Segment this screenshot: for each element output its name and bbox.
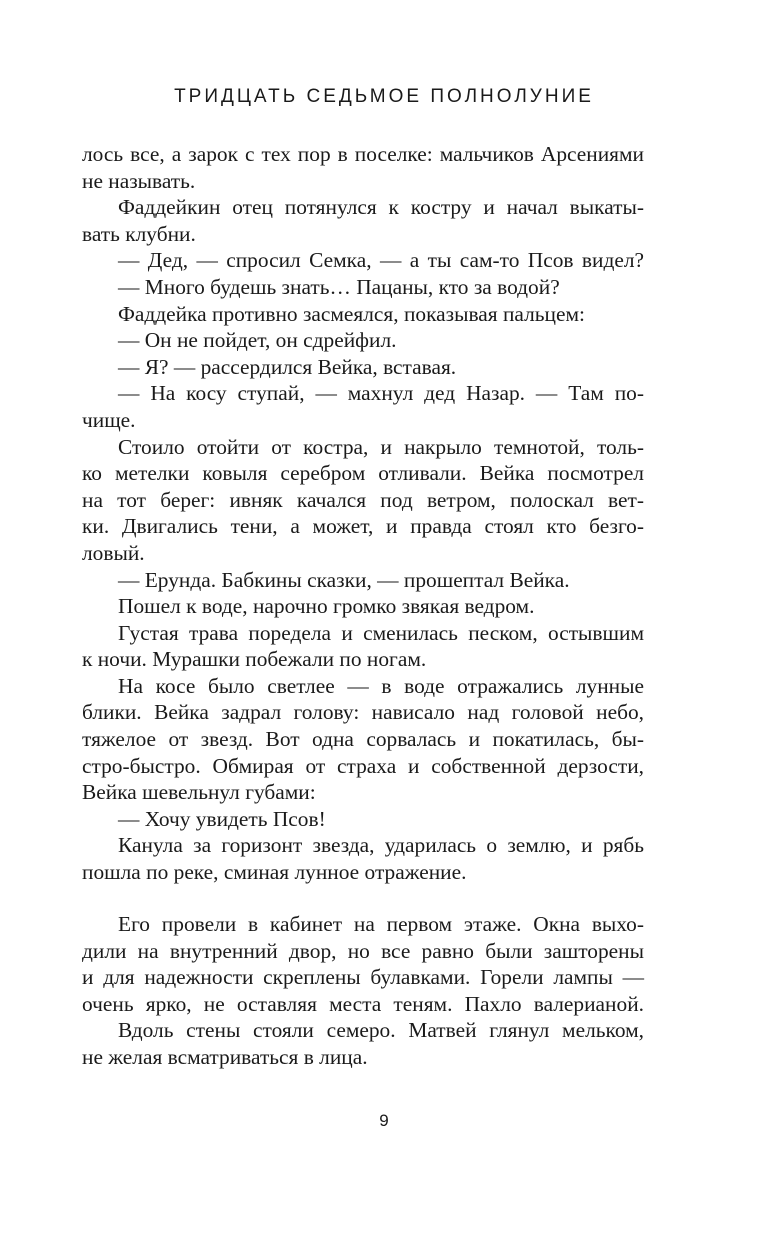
text-line: блики. Вейка задрал голову: нависало над головой небо,	[82, 700, 644, 725]
text-line: чище.	[82, 407, 136, 432]
text-line: — На косу ступай, — махнул дед Назар. — Там по-	[118, 381, 644, 406]
text-line: на тот берег: ивняк качался под ветром, полоскал вет-	[82, 487, 644, 512]
text-line: — Много будешь знать… Пацаны, кто за водой?	[118, 274, 560, 299]
text-line: лось все, а зарок с тех пор в поселке: мальчиков Арсениями	[82, 142, 644, 166]
text-line: — Я? — рассердился Вейка, вставая.	[118, 354, 457, 379]
text-line: Фаддейка противно засмеялся, показывая пальцем:	[118, 301, 585, 326]
text-line: не называть.	[82, 168, 196, 193]
text-line: Густая трава поредела и сменилась песком, остывшим	[118, 620, 644, 645]
text-line: стро-быстро. Обмирая от страха и собственной дерзости,	[82, 753, 644, 778]
text-block-campfire	[82, 141, 644, 886]
text-line: очень ярко, не оставляя места теням. Пахло валерианой.	[82, 991, 644, 1016]
text-block-cabinet	[82, 911, 644, 1071]
text-line: — Ерунда. Бабкины сказки, — прошептал Вейка.	[118, 567, 570, 592]
text-line: Вейка шевельнул губами:	[82, 780, 316, 805]
text-line: к ночи. Мурашки побежали по ногам.	[82, 647, 427, 672]
text-line: тяжелое от звезд. Вот одна сорвалась и покатилась, бы-	[82, 727, 644, 752]
text-line: ки. Двигались тени, а может, и правда стоял кто безго-	[82, 514, 644, 539]
text-line: пошла по реке, сминая лунное отражение.	[82, 860, 467, 885]
text-line: — Он не пойдет, он сдрейфил.	[118, 328, 397, 353]
page-number: 9	[379, 1111, 389, 1130]
text-line: Пошел к воде, нарочно громко звякая ведром.	[118, 594, 535, 619]
text-line: На косе было светлее — в воде отражались лунные	[118, 673, 644, 698]
text-line: Канула за горизонт звезда, ударилась о землю, и рябь	[118, 833, 644, 858]
text-line: не желая всматриваться в лица.	[82, 1044, 368, 1069]
text-line: — Дед, — спросил Семка, — а ты сам-то Псов видел?	[118, 248, 644, 273]
text-line: Вдоль стены стояли семеро. Матвей глянул мельком,	[118, 1018, 644, 1043]
text-line: ловый.	[82, 540, 145, 565]
text-line: — Хочу увидеть Псов!	[118, 806, 326, 831]
text-line: Его провели в кабинет на первом этаже. Окна выхо-	[118, 912, 644, 936]
text-line: вать клубни.	[82, 221, 196, 246]
text-line: дили на внутренний двор, но все равно были зашторены	[82, 938, 644, 963]
text-line: и для надежности скреплены булавками. Горели лампы —	[82, 965, 644, 990]
text-line: ко метелки ковыля серебром отливали. Вейка посмотрел	[82, 461, 644, 486]
text-line: Фаддейкин отец потянулся к костру и начал выкаты-	[118, 195, 644, 220]
text-line: Стоило отойти от костра, и накрыло темнотой, толь-	[118, 434, 644, 459]
running-title: ТРИДЦАТЬ СЕДЬМОЕ ПОЛНОЛУНИЕ	[174, 86, 594, 107]
